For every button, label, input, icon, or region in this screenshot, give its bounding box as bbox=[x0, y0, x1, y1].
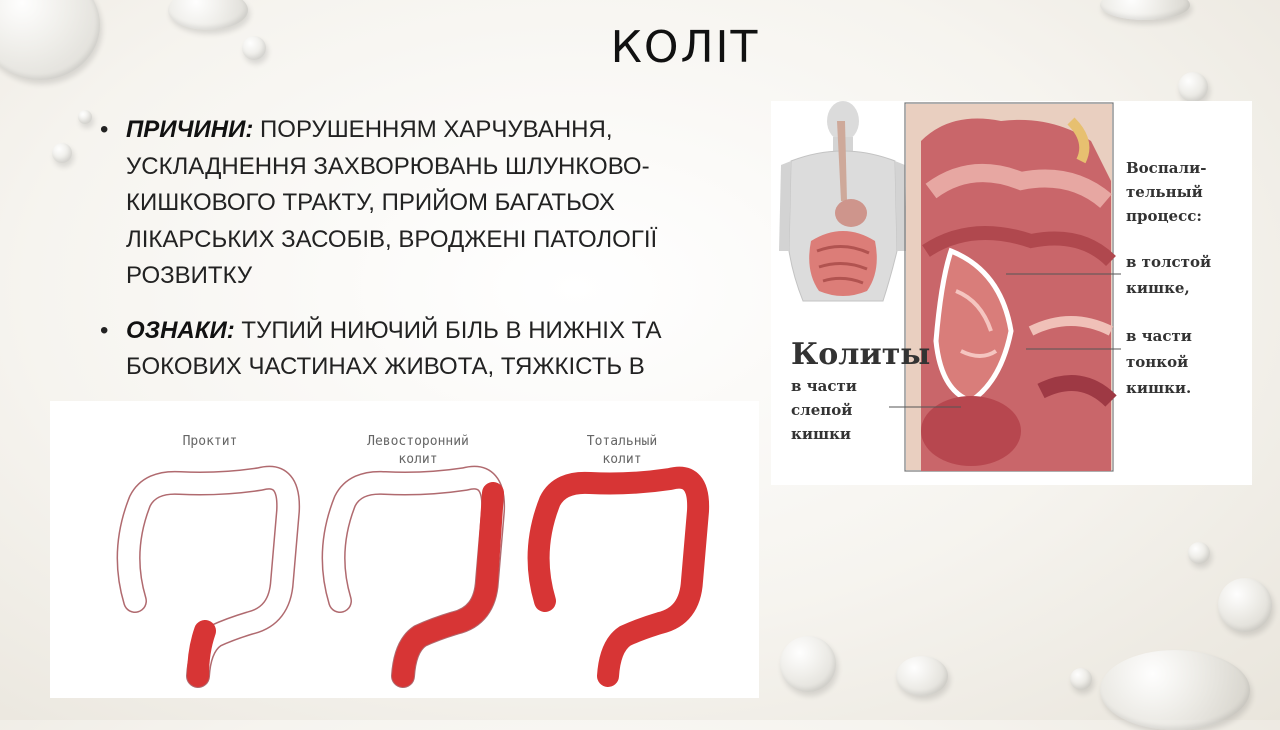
right-label-line: Воспали- bbox=[1126, 159, 1207, 177]
intestine-detail-figure bbox=[906, 104, 1112, 471]
right-label-line: в части bbox=[1126, 327, 1192, 345]
bullet-label: ОЗНАКИ: bbox=[126, 316, 235, 344]
label-left-sided: Левосторонний bbox=[367, 434, 469, 449]
slide-title: КОЛІТ bbox=[610, 22, 760, 73]
right-label-line: тонкой bbox=[1126, 353, 1189, 371]
water-drop-decoration bbox=[1100, 0, 1190, 20]
bullet-text: ТУПИЙ НИЮЧИЙ БІЛЬ В НИЖНІХ ТА БОКОВИХ ЧАСТИНАХ ЖИВОТА, ТЯЖКІСТЬ В bbox=[126, 316, 662, 380]
water-drop-decoration bbox=[896, 656, 948, 696]
colitis-types-illustration bbox=[50, 401, 759, 698]
bullet-label: ПРИЧИНИ: bbox=[126, 116, 254, 143]
label-total-colitis: колит bbox=[602, 452, 642, 467]
left-label-line: слепой bbox=[791, 401, 853, 419]
water-drop-decoration bbox=[1188, 542, 1210, 564]
right-label-line: тельный bbox=[1126, 183, 1203, 201]
bullet-symptoms bbox=[100, 313, 740, 386]
right-label-line: в толстой bbox=[1126, 253, 1212, 271]
bullet-causes bbox=[100, 112, 740, 295]
bullet-text: ПОРУШЕННЯМ ХАРЧУВАННЯ, УСКЛАДНЕННЯ ЗАХВОРЮВАНЬ ШЛУНКОВО-КИШКОВОГО ТРАКТУ, ПРИЙОМ БАГАТЬОХ ЛІКАРСЬКИХ ЗАСОБІВ, ВРОДЖЕНІ ПАТОЛОГІЇ РОЗВИТКУ bbox=[126, 116, 658, 289]
anatomy-drawing bbox=[771, 101, 1252, 485]
colon-proctitis-figure bbox=[129, 478, 289, 676]
label-left-sided-colitis: колит bbox=[398, 452, 438, 467]
water-drop-decoration bbox=[1218, 578, 1272, 632]
colitis-anatomy-illustration bbox=[771, 101, 1252, 485]
colon-left-sided-figure bbox=[334, 478, 494, 676]
bullet-list bbox=[100, 112, 740, 404]
water-drop-decoration bbox=[1178, 72, 1208, 102]
water-drop-decoration bbox=[1100, 650, 1250, 730]
right-label-line: кишке, bbox=[1126, 279, 1190, 297]
colitis-types-drawing bbox=[50, 401, 759, 698]
colon-total-figure bbox=[539, 478, 699, 676]
water-drop-decoration bbox=[52, 143, 72, 163]
right-label-line: процесс: bbox=[1126, 207, 1202, 225]
label-proctitis: Проктит bbox=[182, 434, 238, 449]
left-label-line: кишки bbox=[791, 425, 852, 443]
left-label-line: в части bbox=[791, 377, 857, 395]
right-label-line: кишки. bbox=[1126, 379, 1192, 397]
label-total: Тотальный bbox=[586, 434, 658, 449]
water-drop-decoration bbox=[78, 110, 92, 124]
body-silhouette-figure bbox=[779, 101, 907, 301]
water-drop-decoration bbox=[780, 636, 836, 692]
colitis-title: Колиты bbox=[791, 337, 931, 372]
water-drop-decoration bbox=[1070, 668, 1092, 690]
